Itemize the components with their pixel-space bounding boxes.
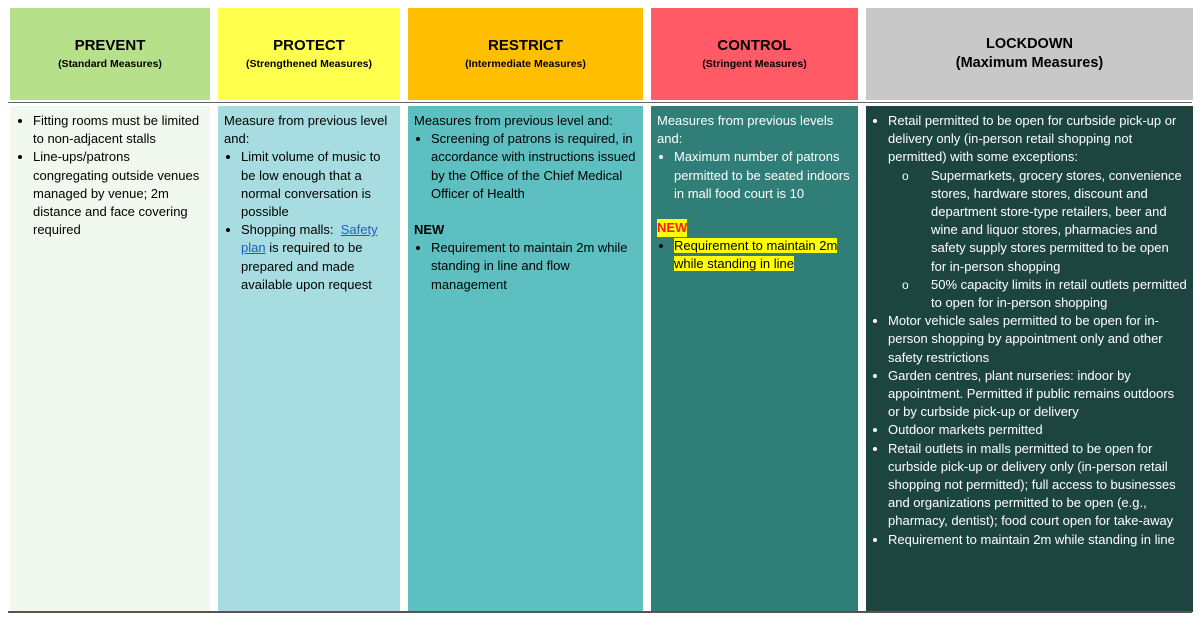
header-prevent <box>10 8 210 100</box>
header-subtitle: (Stringent Measures) <box>702 58 807 70</box>
safety-plan-link[interactable]: Safety plan <box>241 222 378 256</box>
header-title: PROTECT <box>273 37 345 54</box>
list-item <box>241 221 394 294</box>
header-control <box>651 8 858 100</box>
list-item: • Garden centres, plant nurseries: indoor by appointment. Permitted if public remains outdoors or by curbside pick-up or delivery <box>888 367 1187 422</box>
header-protect <box>218 8 400 100</box>
new-measure-list <box>657 237 852 273</box>
mall-suffix: is required to be prepared and made available upon request <box>241 240 372 292</box>
list-item: • Maximum number of patrons permitted to be seated indoors in mall food court is 10 <box>674 148 852 203</box>
column-prevent <box>10 8 210 612</box>
list-item: • Outdoor markets permitted <box>888 421 1187 439</box>
sub-list-item: o 50% capacity limits in retail outlets permitted to open for in-person shopping <box>902 276 1187 312</box>
measure-list <box>16 112 204 239</box>
list-item-text: Retail permitted to be open for curbside pick-up or delivery only (in-person retail shopping not permitted) with some exceptions: <box>888 113 1177 165</box>
header-subtitle: (Standard Measures) <box>58 58 162 70</box>
header-title: CONTROL <box>717 37 792 54</box>
highlighted-text: Requirement to maintain 2m while standing in line <box>674 238 838 272</box>
body-lockdown <box>866 106 1193 612</box>
bottom-divider <box>8 611 1192 613</box>
header-title: LOCKDOWN <box>986 36 1073 52</box>
body-control <box>651 106 858 612</box>
header-divider <box>8 102 1192 103</box>
list-item: • Screening of patrons is required, in accordance with instructions issued by the Office of the Chief Medical Officer of Health <box>431 130 637 203</box>
header-title: RESTRICT <box>488 37 563 54</box>
list-item: • Fitting rooms must be limited to non-adjacent stalls <box>33 112 204 148</box>
new-label: NEW <box>657 219 687 237</box>
header-subtitle: (Intermediate Measures) <box>465 58 586 70</box>
list-item <box>674 237 852 273</box>
measure-list <box>657 148 852 203</box>
header-title: PREVENT <box>74 37 146 54</box>
body-protect <box>218 106 400 612</box>
measure-list <box>224 148 394 294</box>
header-lockdown <box>866 8 1193 100</box>
list-item: • Requirement to maintain 2m while standing in line <box>888 531 1187 549</box>
body-restrict <box>408 106 643 612</box>
exception-sublist <box>888 167 1187 313</box>
list-item: • Retail outlets in malls permitted to be open for curbside pick-up or delivery only (in-person retail shopping not permitted); full access to businesses and organizations permitted to be open (e.g., pharmacy, dentist); food court open for take-away <box>888 440 1187 531</box>
list-item: • Limit volume of music to be low enough that a normal conversation is possible <box>241 148 394 221</box>
column-restrict <box>408 8 643 612</box>
new-label: NEW <box>414 222 445 238</box>
intro-text: Measures from previous level and: <box>414 113 613 128</box>
mall-prefix: Shopping malls: <box>241 222 334 238</box>
header-restrict <box>408 8 643 100</box>
list-item <box>888 112 1187 312</box>
column-lockdown <box>866 8 1193 612</box>
measure-list <box>870 112 1187 549</box>
new-measure-list <box>414 239 637 294</box>
column-control <box>651 8 858 612</box>
list-item: • Requirement to maintain 2m while standing in line and flow management <box>431 239 637 294</box>
header-subtitle: (Strengthened Measures) <box>245 58 373 70</box>
intro-text: Measures from previous levels and: <box>657 113 834 147</box>
intro-text: Measure from previous level and: <box>224 113 388 147</box>
sub-list-item: o Supermarkets, grocery stores, convenience stores, hardware stores, discount and department store-type retailers, beer and wine and liquor stores, pharmacies and safety supply stores permitted to be open for in-person shopping <box>902 167 1187 276</box>
list-item: • Motor vehicle sales permitted to be open for in-person shopping by appointment only and other safety restrictions <box>888 312 1187 367</box>
header-subtitle: (Maximum Measures) <box>955 55 1104 71</box>
body-prevent <box>10 106 210 612</box>
column-protect <box>218 8 400 612</box>
list-item: • Line-ups/patrons congregating outside venues managed by venue; 2m distance and face covering required <box>33 148 204 239</box>
measure-list <box>414 130 637 203</box>
